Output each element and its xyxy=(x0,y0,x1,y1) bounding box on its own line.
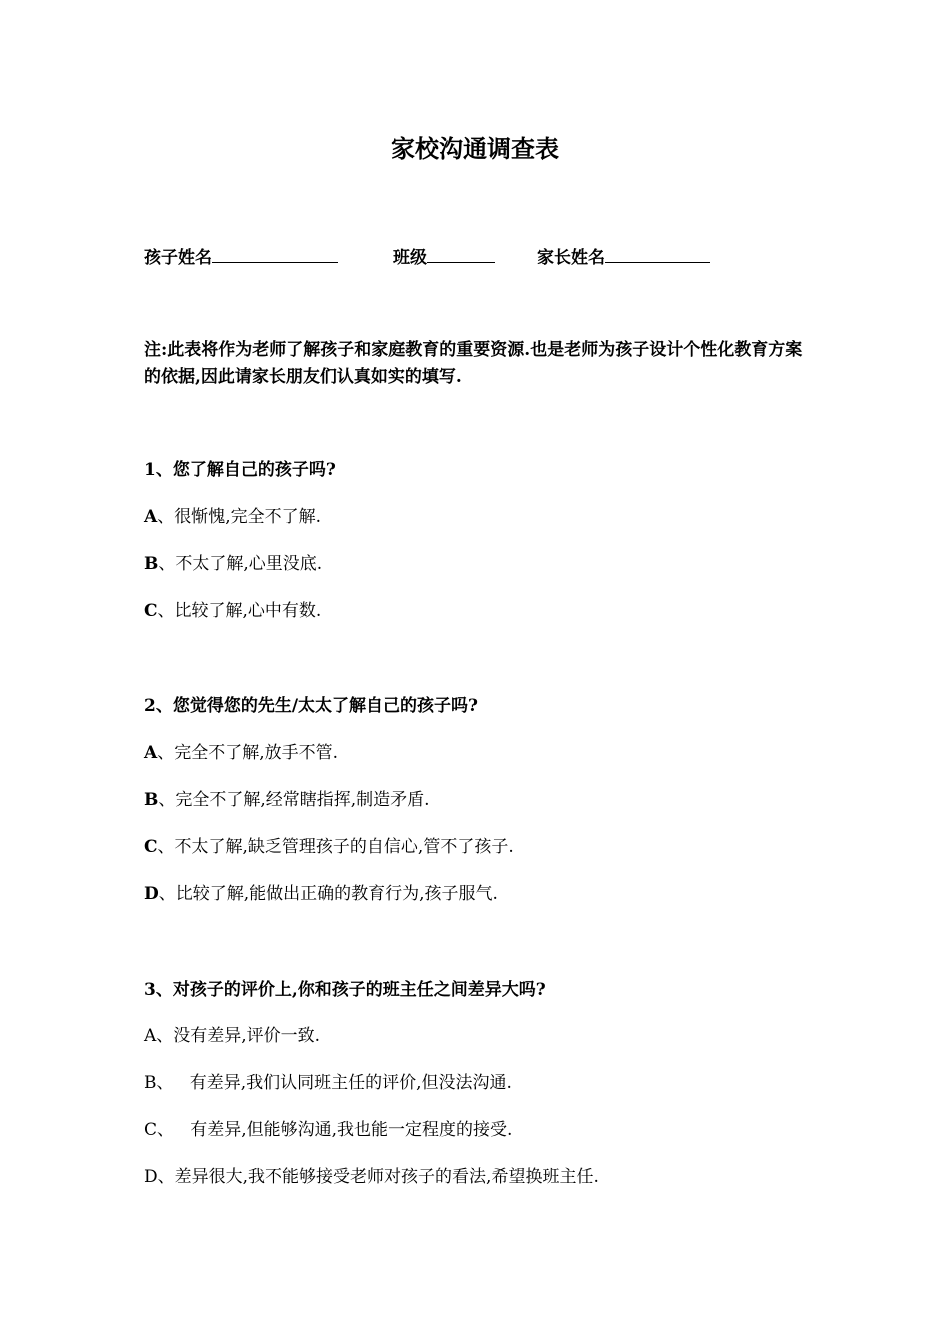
question-2-option-c[interactable] xyxy=(144,835,514,859)
option-text: 、完全不了解,经常瞎指挥,制造矛盾. xyxy=(158,790,430,810)
option-letter: C xyxy=(144,601,158,621)
note-text: 注:此表将作为老师了解孩子和家庭教育的重要资源.也是老师为孩子设计个性化教育方案的依据,因此请家长朋友们认真如实的填写. xyxy=(144,340,803,387)
question-3: 3、对孩子的评价上,你和孩子的班主任之间差异大吗? xyxy=(144,980,546,1000)
class-blank[interactable] xyxy=(427,244,495,263)
option-text: 、完全不了解,放手不管. xyxy=(157,743,339,763)
parent-name-field[interactable] xyxy=(537,244,710,271)
option-letter: C xyxy=(144,837,158,857)
option-text: 、比较了解,能做出正确的教育行为,孩子服气. xyxy=(158,884,498,904)
question-3-option-c[interactable] xyxy=(144,1118,512,1142)
option-text: 、比较了解,心中有数. xyxy=(157,601,322,621)
parent-name-label: 家长姓名 xyxy=(537,248,605,268)
option-text: 、不太了解,心里没底. xyxy=(158,554,323,574)
option-letter: D xyxy=(144,1167,158,1187)
question-1-option-b[interactable] xyxy=(144,552,322,576)
parent-name-blank[interactable] xyxy=(605,244,710,263)
question-1-option-c[interactable] xyxy=(144,599,321,623)
child-name-label: 孩子姓名 xyxy=(144,248,212,268)
question-2-option-a[interactable] xyxy=(144,741,338,765)
question-1-option-a[interactable] xyxy=(144,505,321,529)
option-letter: C xyxy=(144,1120,158,1140)
info-fields xyxy=(0,244,950,270)
option-text: 、没有差异,评价一致. xyxy=(156,1026,321,1046)
option-letter: A xyxy=(144,743,158,763)
option-letter: A xyxy=(144,1026,157,1046)
option-text: 、 有差异,我们认同班主任的评价,但没法沟通. xyxy=(156,1073,512,1093)
question-3-option-a[interactable] xyxy=(144,1024,320,1048)
option-text: 、很惭愧,完全不了解. xyxy=(157,507,322,527)
option-letter: A xyxy=(144,507,158,527)
option-letter: B xyxy=(144,554,159,574)
class-label: 班级 xyxy=(393,248,427,268)
question-2-option-b[interactable] xyxy=(144,788,430,812)
option-text: 、 有差异,但能够沟通,我也能一定程度的接受. xyxy=(157,1120,513,1140)
question-3-option-b[interactable] xyxy=(144,1071,512,1095)
question-1: 1、您了解自己的孩子吗? xyxy=(144,460,336,480)
class-field[interactable] xyxy=(393,244,495,271)
option-text: 、不太了解,缺乏管理孩子的自信心,管不了孩子. xyxy=(157,837,514,857)
option-letter: D xyxy=(144,884,159,904)
option-letter: B xyxy=(144,790,159,810)
option-letter: B xyxy=(144,1073,157,1093)
question-2: 2、您觉得您的先生/太太了解自己的孩子吗? xyxy=(144,696,478,716)
child-name-field[interactable] xyxy=(144,244,338,271)
child-name-blank[interactable] xyxy=(212,244,338,263)
page-title: 家校沟通调查表 xyxy=(391,134,559,163)
option-text: 、差异很大,我不能够接受老师对孩子的看法,希望换班主任. xyxy=(157,1167,599,1187)
question-2-option-d[interactable] xyxy=(144,882,498,906)
question-3-option-d[interactable] xyxy=(144,1165,599,1189)
